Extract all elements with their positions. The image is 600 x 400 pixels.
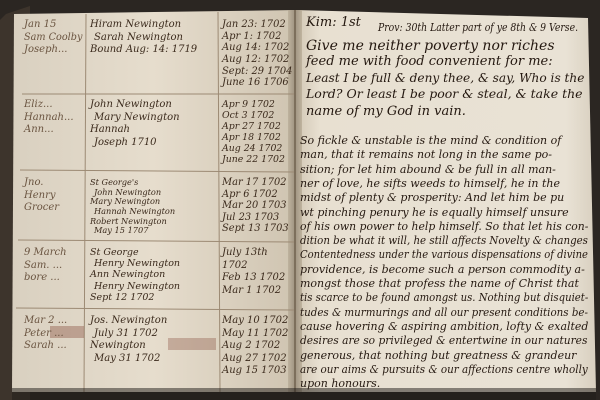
scripture-line: Prov: 30th Latter part of ye 8th & 9 Verse. xyxy=(378,21,579,34)
ledger-entry: Mary Newington xyxy=(94,111,180,123)
ledger-entry: Ann Newington xyxy=(90,269,166,281)
reflection-line: providence, is become such a person commodity a- xyxy=(300,262,585,276)
reflection-line: tudes & murmurings and all our present conditions be- xyxy=(300,305,588,319)
ledger-entry: bore ... xyxy=(24,272,60,283)
ink-blot xyxy=(50,326,84,338)
ledger-entry: Robert Newington xyxy=(90,215,167,226)
ledger-entry: Jno. xyxy=(24,177,44,188)
ledger-entry: Apr 6 1702 xyxy=(222,188,278,200)
reflection-line: generous, that nothing but greatness & grandeur xyxy=(300,348,577,362)
ledger-entry: Feb 13 1702 xyxy=(222,272,286,283)
binding-thread xyxy=(294,10,296,392)
ledger-entry: Aug 14: 1702 xyxy=(222,42,290,54)
ledger-entry: Sam. ... xyxy=(24,259,63,271)
ledger-entry: Oct 3 1702 xyxy=(222,110,275,121)
ledger-entry: Hiram Newington xyxy=(90,19,182,30)
ledger-entry: Apr 1: 1702 xyxy=(222,30,282,42)
ledger-entry: Jos. Newington xyxy=(90,315,168,326)
ledger-entry: Newington xyxy=(90,340,146,351)
ledger-entry: July 31 1702 xyxy=(94,327,158,339)
ledger-entry: May 31 1702 xyxy=(94,352,161,364)
right-page xyxy=(296,10,596,392)
reflection-line: of his own power to help himself. So that let his con- xyxy=(300,219,589,233)
ledger-entry: Apr 18 1702 xyxy=(222,132,281,143)
ledger-entry: St George xyxy=(90,247,139,258)
ledger-entry: Apr 27 1702 xyxy=(222,121,281,132)
ledger-entry: Eliz... xyxy=(24,99,53,110)
ledger-entry: Aug 24 1702 xyxy=(222,143,283,154)
ledger-entry: Joseph 1710 xyxy=(94,136,157,148)
ledger-entry: Hannah xyxy=(90,124,130,135)
ledger-entry: Grocer xyxy=(24,202,60,213)
ledger-entry: Aug 12: 1702 xyxy=(222,54,290,65)
ledger-entry: May 11 1702 xyxy=(222,327,289,339)
ledger-entry: John Newington xyxy=(90,99,172,110)
scripture-line: Lord? Or least I be poor & steal, & take the xyxy=(306,86,583,101)
reflection-line: ner of love, he sifts weeds to himself, he in the xyxy=(300,176,561,190)
scripture-line: Give me neither poverty nor riches xyxy=(306,37,555,54)
ledger-entry: Henry xyxy=(24,189,56,201)
ledger-entry: Bound Aug: 14: 1719 xyxy=(90,44,198,55)
ledger-entry: Mar 2 ... xyxy=(24,315,68,326)
ledger-entry: Sarah ... xyxy=(24,340,67,351)
reflection-line: mongst those that profess the name of Christ that xyxy=(300,277,579,290)
ledger-entry: Henry Newington xyxy=(94,280,181,292)
ledger-entry: Sept 12 1702 xyxy=(90,291,155,303)
ledger-entry: Aug 15 1703 xyxy=(222,365,287,376)
ledger-entry: Sept 13 1703 xyxy=(222,223,289,235)
ledger-entry: June 16 1706 xyxy=(222,77,289,89)
ledger-entry: Mary Newington xyxy=(90,196,161,207)
ledger-entry: John Newington xyxy=(94,186,162,197)
ledger-entry: Hannah... xyxy=(24,111,74,123)
reflection-line: sition; for let him abound & be full in all man- xyxy=(300,162,556,176)
ledger-entry: Mar 1 1702 xyxy=(222,284,282,296)
ledger-entry: Jan 15 xyxy=(24,19,57,30)
reflection-line: wt pinching penury he is equally himself unsure xyxy=(300,205,569,219)
ledger-entry: May 10 1702 xyxy=(222,315,289,326)
ledger-entry: Henry Newington xyxy=(94,258,181,270)
ledger-entry: St George's xyxy=(90,177,139,187)
reflection-line: tis scarce to be found amongst us. Nothing but disquiet- xyxy=(300,291,589,305)
ledger-entry: Aug 27 1702 xyxy=(222,352,287,364)
scripture-line: Least I be full & deny thee, & say, Who is the xyxy=(306,69,585,85)
reflection-line: man, that it remains not long in the same po- xyxy=(300,148,553,162)
reflection-line: upon honours. xyxy=(300,377,381,391)
ledger-entry: Ann... xyxy=(24,124,54,135)
ledger-entry: May 15 1707 xyxy=(94,225,149,236)
scripture-line: name of my God in vain. xyxy=(306,103,466,119)
ledger-entry: Sam Coolby xyxy=(24,31,83,43)
ink-blot xyxy=(168,338,216,350)
reflection-line: desires are so privileged & entertwine in our natures xyxy=(300,334,588,348)
reflection-line: dition be what it will, he still affects Novelty & changes xyxy=(300,234,588,248)
ledger-entry: Mar 17 1702 xyxy=(222,177,287,188)
ledger-entry: Hannah Newington xyxy=(94,206,176,216)
ledger-entry: 9 March xyxy=(24,247,67,258)
reflection-line: So fickle & unstable is the mind & condition of xyxy=(300,134,562,147)
ledger-entry: Sept: 29 1704 xyxy=(222,65,293,77)
page-heading: Kim: 1st xyxy=(306,15,361,30)
page-shadow xyxy=(12,388,596,400)
ledger-entry: 1702 xyxy=(222,259,248,271)
ledger-entry: Peter ... xyxy=(24,327,64,339)
ledger-entry: Mar 20 1703 xyxy=(222,200,287,212)
reflection-line: cause hovering & aspiring ambition, lofty & exalted xyxy=(300,319,589,333)
ledger-entry: Apr 9 1702 xyxy=(222,99,275,110)
scripture-line: feed me with food convenient for me: xyxy=(306,54,553,69)
reflection-line: are our aims & pursuits & our affections centre wholly xyxy=(300,362,588,376)
ledger-entry: Joseph... xyxy=(24,44,68,55)
ledger-entry: Jan 23: 1702 xyxy=(222,19,286,30)
reflection-line: Contentedness under the various dispensations of divine xyxy=(300,248,588,262)
ledger-entry: July 13th xyxy=(222,247,268,258)
ledger-entry: Aug 2 1702 xyxy=(222,340,281,351)
reflection-line: midst of plenty & prosperity: And let him be pu xyxy=(300,191,565,205)
ledger-entry: June 22 1702 xyxy=(222,154,285,165)
ledger-entry: Jul 23 1703 xyxy=(222,211,280,223)
ledger-entry: Sarah Newington xyxy=(94,31,183,43)
